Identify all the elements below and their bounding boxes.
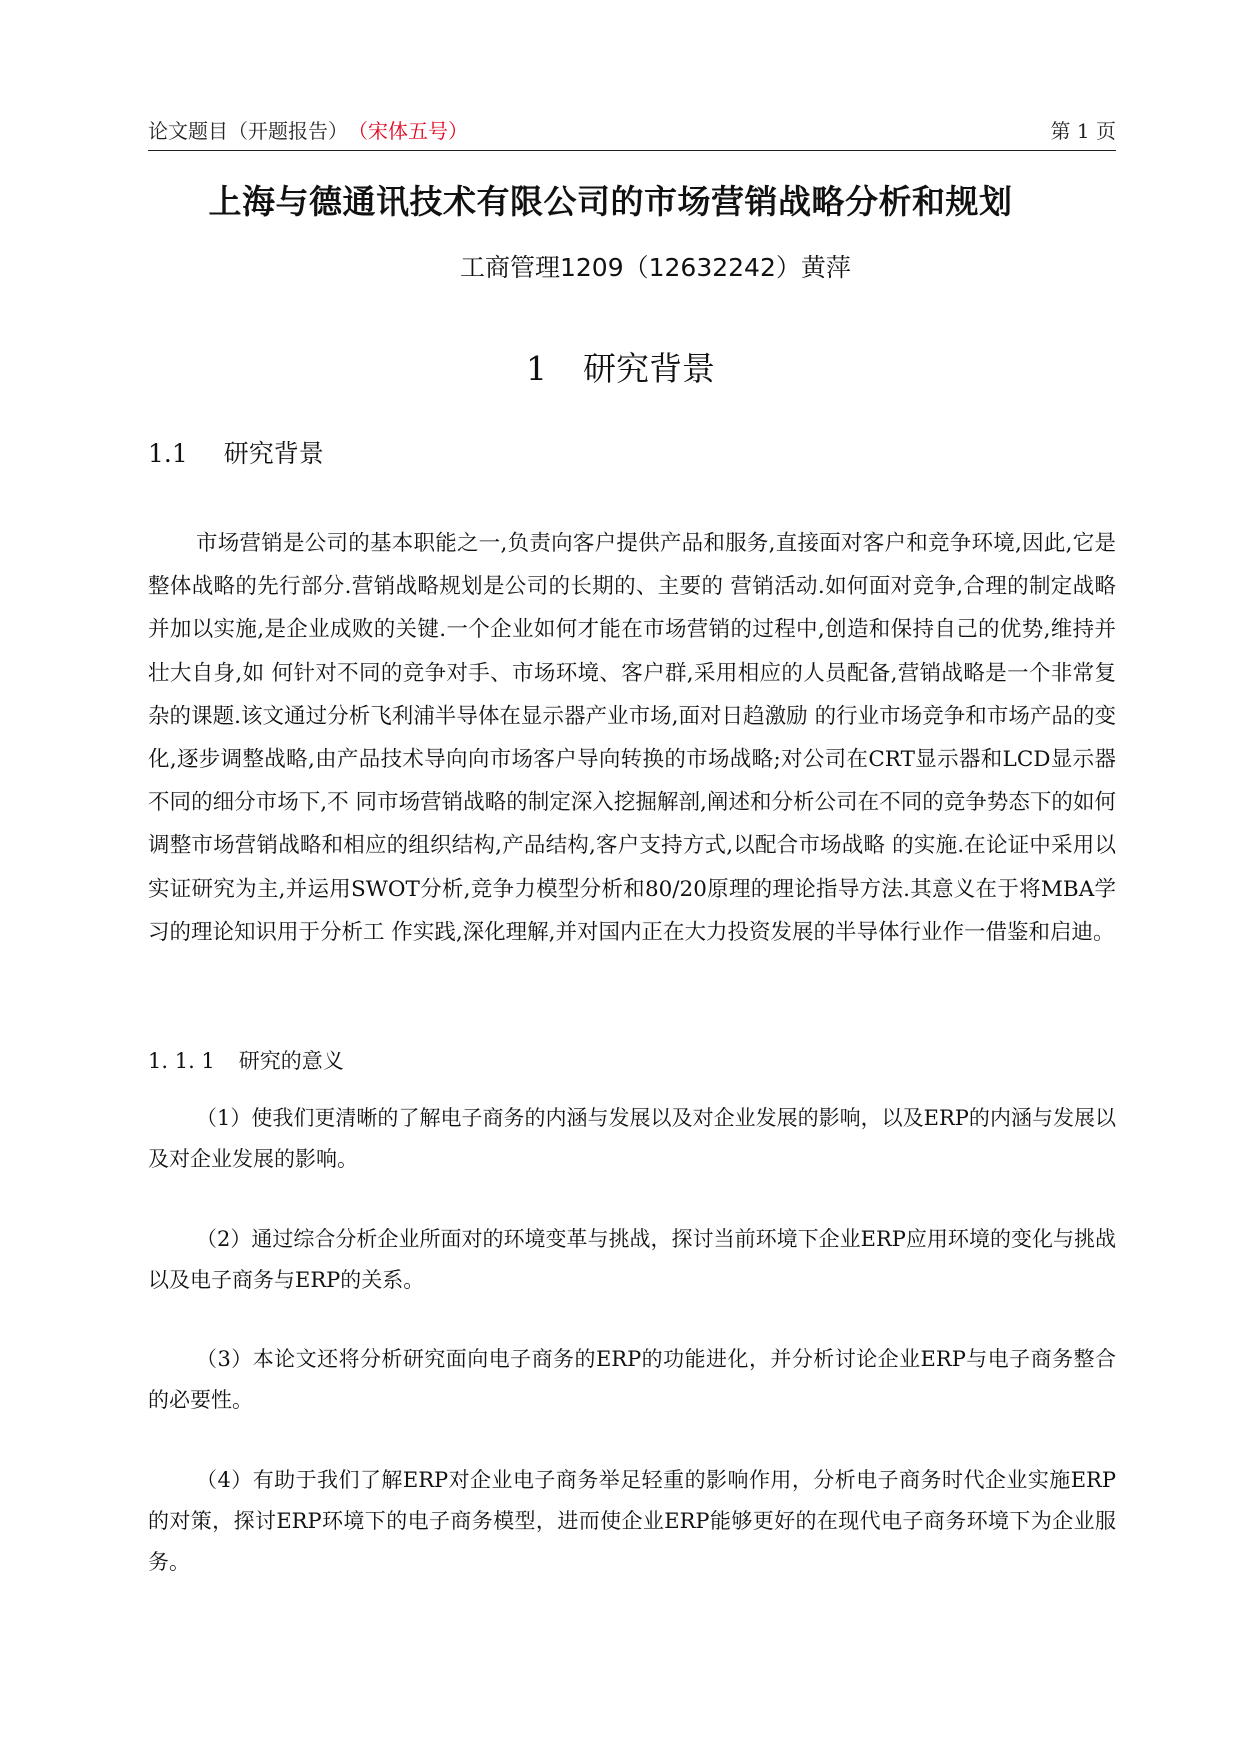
significance-item-1: （1）使我们更清晰的了解电子商务的内涵与发展以及对企业发展的影响，以及ERP的内涵与发展以及对企业发展的影响。 — [148, 1106, 1116, 1171]
chapter-title: 研究背景 — [583, 349, 715, 388]
subsection-title: 研究的意义 — [238, 1049, 344, 1073]
chapter-number: 1 — [526, 349, 547, 388]
subsection-number: 1. 1. 1 — [148, 1049, 215, 1073]
significance-item-4: （4）有助于我们了解ERP对企业电子商务举足轻重的影响作用，分析电子商务时代企业实施ERP的对策，探讨ERP环境下的电子商务模型，进而使企业ERP能够更好的在现代电子商务环境下为企业服务。 — [148, 1468, 1116, 1574]
paper-title: 上海与德通讯技术有限公司的市场营销战略分析和规划 — [208, 182, 1013, 221]
author-line: 工商管理1209（12632242）黄萍 — [460, 253, 851, 282]
significance-item-3: （3）本论文还将分析研究面向电子商务的ERP的功能进化，并分析讨论企业ERP与电子商务整合的必要性。 — [148, 1347, 1116, 1412]
subsection-heading — [148, 1045, 344, 1077]
section-title: 研究背景 — [223, 439, 324, 468]
section-number: 1.1 — [148, 439, 188, 468]
body-paragraph: 市场营销是公司的基本职能之一,负责向客户提供产品和服务,直接面对客户和竞争环境,因此,它是整体战略的先行部分.营销战略规划是公司的长期的、主要的 营销活动.如何面对竞争,合理的制定战略并加以实施,是企业成败的关键.一个企业如何才能在市场营销的过程中,创造和保持自己的优势,维持并壮大自身,如 何针对不同的竞争对手、市场环境、客户群,采用相应的人员配备,营销战略是一个非常复杂的课题.该文通过分析飞利浦半导体在显示器产业市场,面对日趋激励 的行业市场竞争和市场产品的变化,逐步调整战略,由产品技术导向向市场客户导向转换的市场战略;对公司在CRT显示器和LCD显示器不同的细分市场下,不 同市场营销战略的制定深入挖掘解剖,阐述和分析公司在不同的竞争势态下的如何调整市场营销战略和相应的组织结构,产品结构,客户支持方式,以配合市场战略 的实施.在论证中采用以实证研究为主,并运用SWOT分析,竞争力模型分析和80/20原理的理论指导方法.其意义在于将MBA学习的理论知识用于分析工 作实践,深化理解,并对国内正在大力投资发展的半导体行业作一借鉴和启迪。 — [148, 531, 1116, 945]
page-number: 第 1 页 — [1050, 119, 1116, 143]
section-heading — [148, 436, 324, 472]
header-title: 论文题目（开题报告） — [148, 119, 348, 143]
significance-item-2: （2）通过综合分析企业所面对的环境变革与挑战，探讨当前环境下企业ERP应用环境的变化与挑战以及电子商务与ERP的关系。 — [148, 1227, 1116, 1292]
chapter-heading — [0, 346, 1241, 392]
header-left — [148, 116, 468, 146]
header-font-hint: （宋体五号） — [358, 119, 468, 143]
page-header — [148, 116, 1116, 151]
